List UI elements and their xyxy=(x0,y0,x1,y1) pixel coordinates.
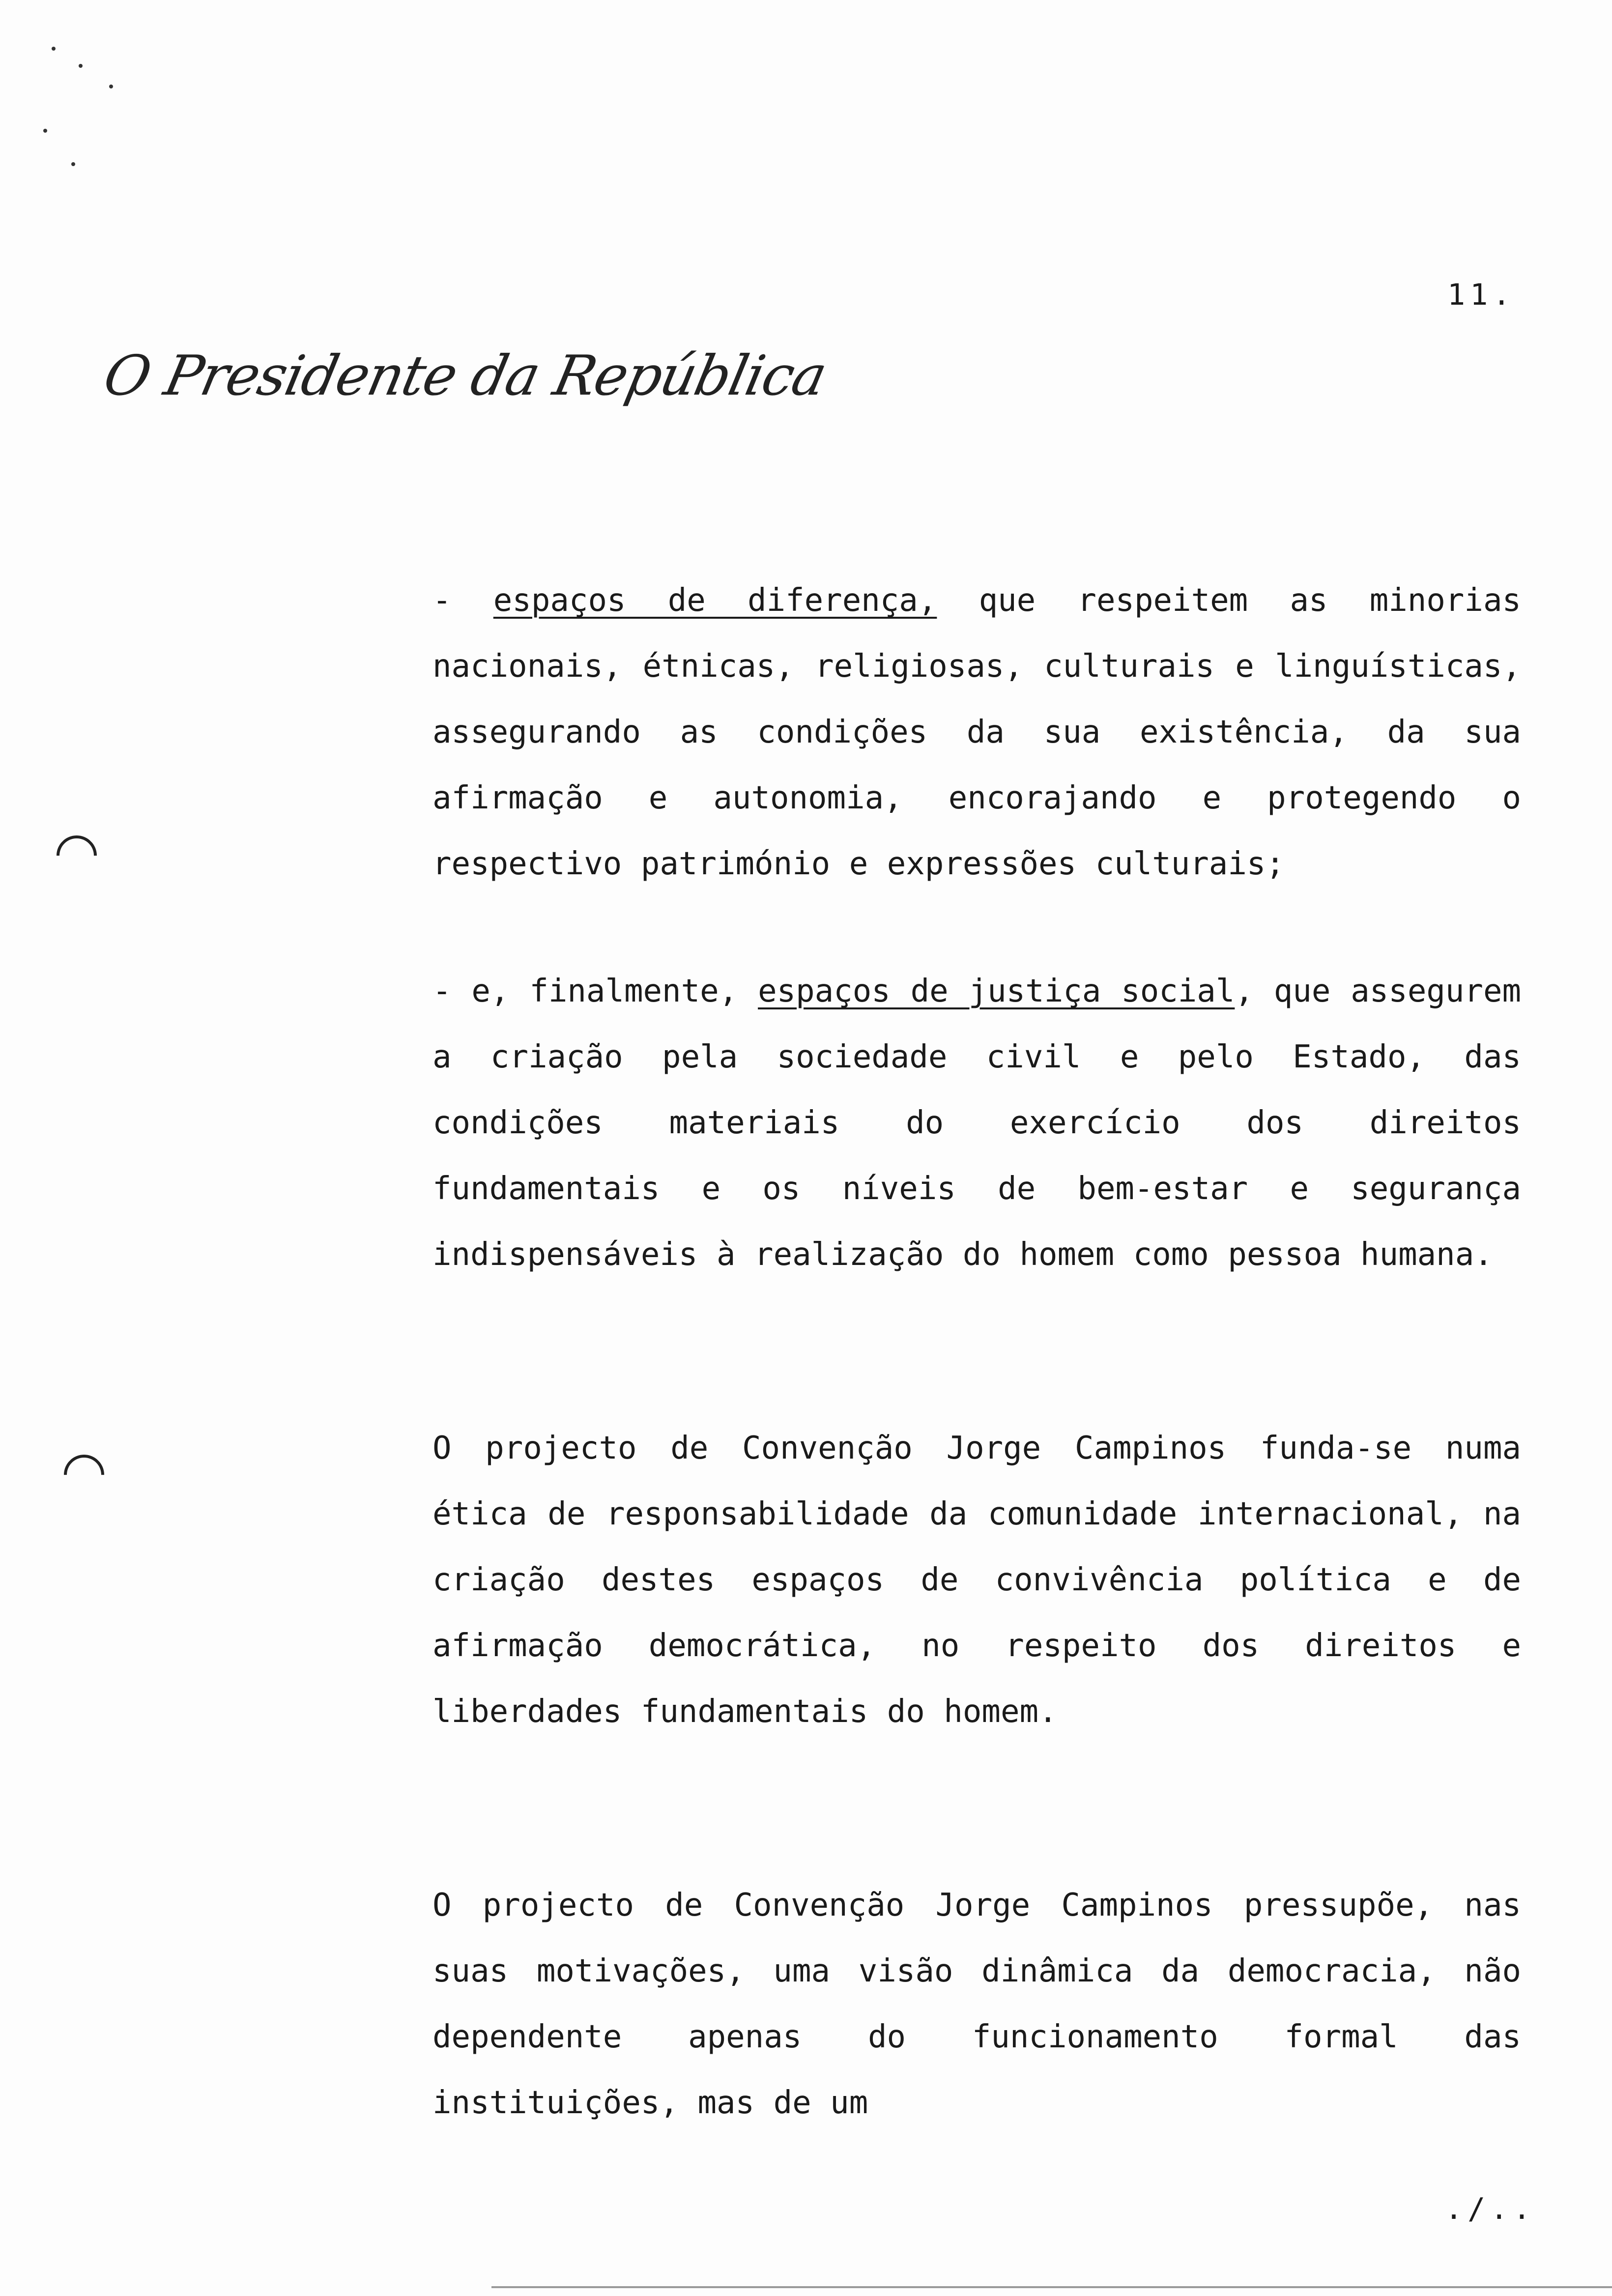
paragraph-text: O projecto de Convenção Jorge Campinos funda-se numa ética de responsabilidade da comunidade internacional, na criação destes espaços de convivência política e de afirmação democrática, no respeito dos direitos e liberdades fundamentais do homem. xyxy=(432,1430,1521,1730)
paragraph-convention-democracy xyxy=(236,1872,1521,2136)
paragraph-text: que respeitem as minorias nacionais, étnicas, religiosas, culturais e linguísticas, assegurando as condições da sua existência, da sua afirmação e autonomia, encorajando e protegendo o respectivo património e expressões culturais; xyxy=(432,582,1522,882)
paragraph-lead: - e, finalmente, xyxy=(432,973,758,1009)
paragraph-text: , que assegurem a criação pela sociedade civil e pelo Estado, das condições materiais do exercício dos direitos fundamentais e os níveis de bem-estar e segurança indispensáveis à realização do homem como pessoa humana. xyxy=(432,973,1522,1273)
underlined-phrase: espaços de justiça social xyxy=(758,973,1235,1009)
paragraph-first-line-wrap xyxy=(236,958,1521,1288)
letterhead-title: O Presidente da República xyxy=(98,344,832,408)
scan-speck xyxy=(52,47,56,51)
list-dash: - xyxy=(432,582,493,619)
paragraph-diversity-spaces xyxy=(236,568,1521,897)
scan-speck xyxy=(109,85,113,88)
scan-edge-line xyxy=(491,2286,1612,2288)
scan-speck xyxy=(43,129,47,133)
scan-speck xyxy=(71,162,75,166)
punch-hole-mark xyxy=(48,827,105,884)
underlined-phrase: espaços de diferença, xyxy=(493,582,937,619)
page-number: 11. xyxy=(1447,278,1516,312)
paragraph-first-line-wrap xyxy=(236,568,1521,897)
paragraph-convention-ethics xyxy=(236,1415,1521,1745)
scan-speck xyxy=(79,64,83,68)
continuation-mark: ./.. xyxy=(1445,2192,1536,2226)
punch-hole-mark xyxy=(56,1446,113,1503)
paragraph-text: O projecto de Convenção Jorge Campinos pressupõe, nas suas motivações, uma visão dinâmica da democracia, não dependente apenas do funcionamento formal das instituições, mas de um xyxy=(432,1887,1521,2121)
paragraph-social-justice xyxy=(236,958,1521,1288)
